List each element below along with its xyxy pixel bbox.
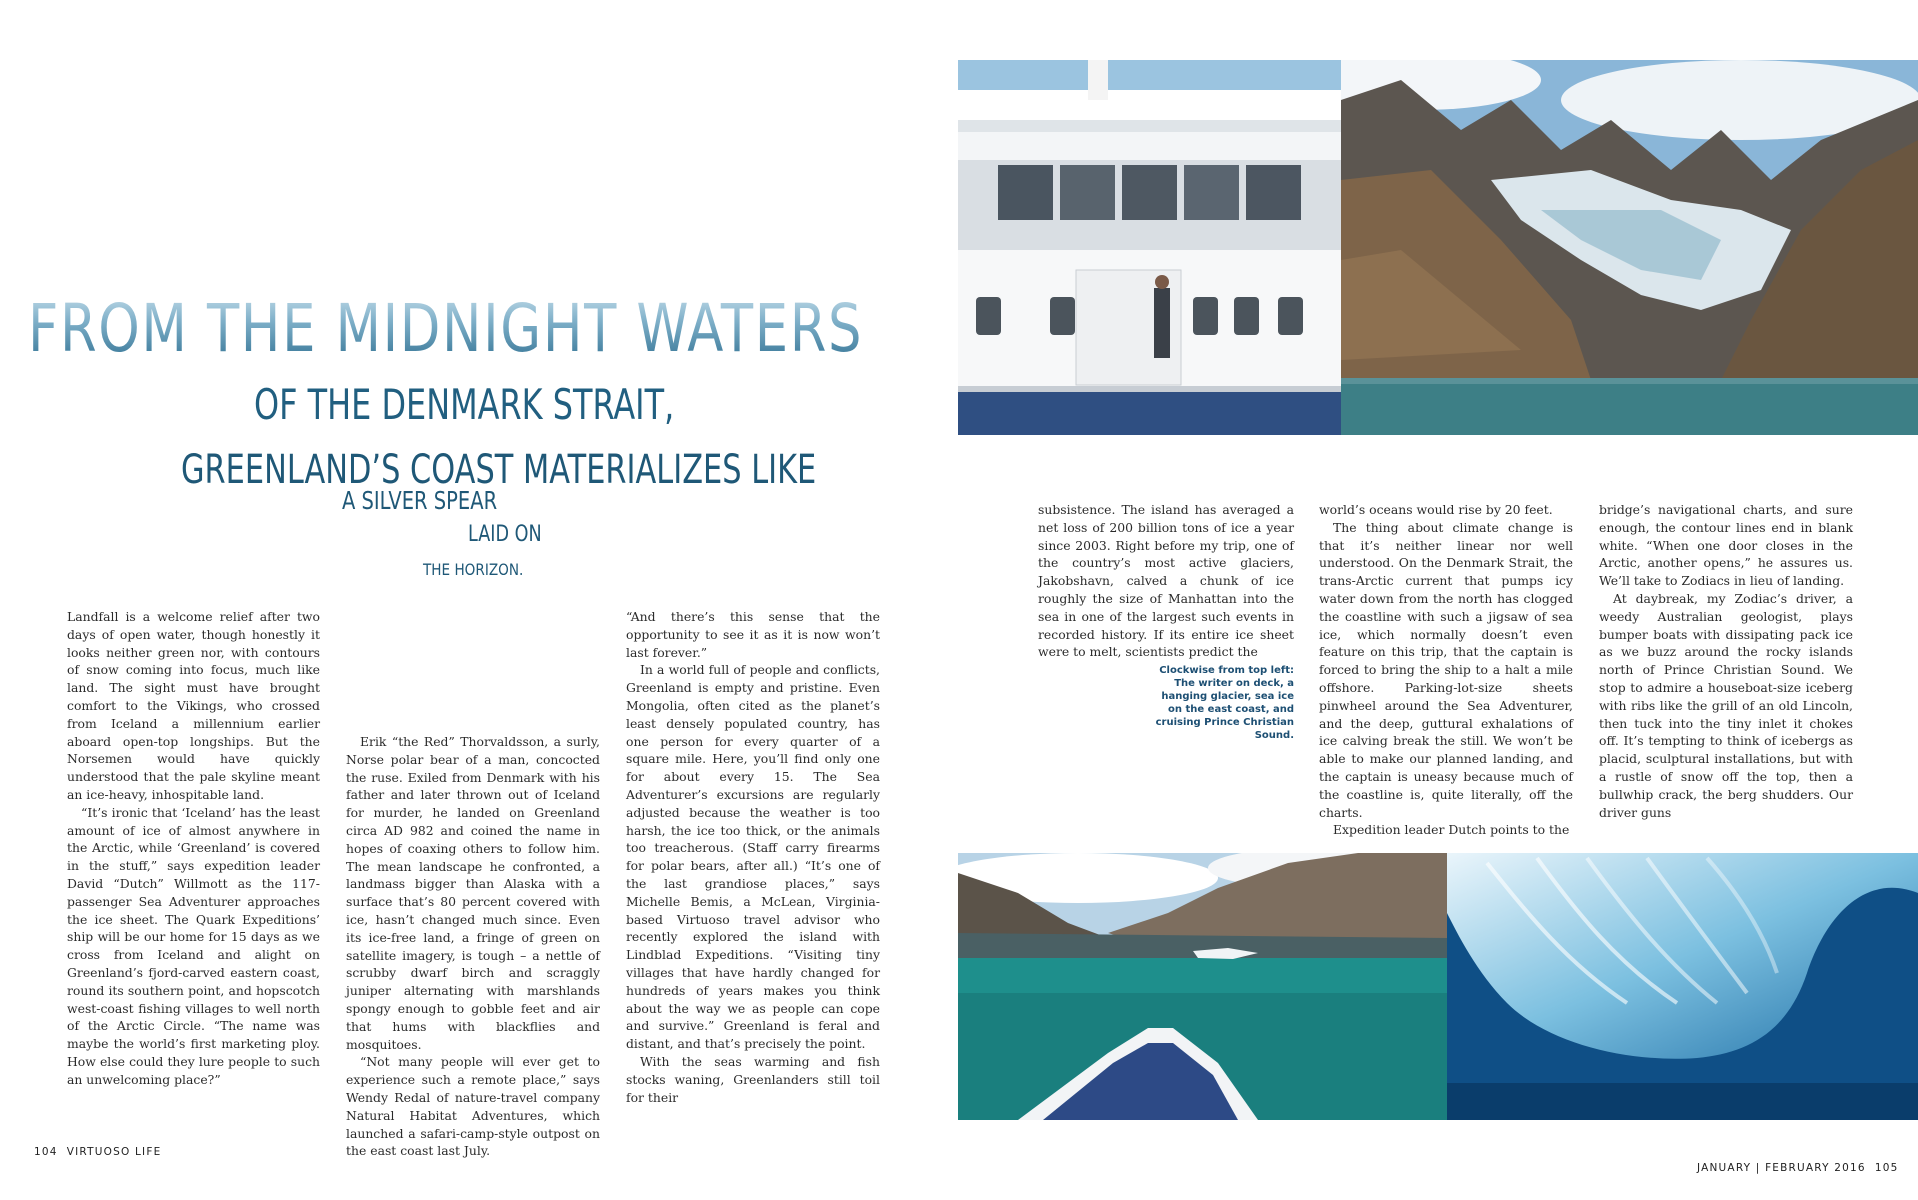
photo-cruising-sound: [958, 853, 1447, 1120]
paragraph: Expedition leader Dutch points to the: [1333, 822, 1570, 838]
headline-line-1: FROM THE MIDNIGHT WATERS: [28, 290, 864, 367]
paragraph: At daybreak, my Zodiac’s driver, a weedy Australian geologist, plays bumper boats with dissipating pack ice as we buzz around the rocky islands north of Prince Christian Sound. We stop to admire a houseboat-size iceberg with ribs like the grill of an old Lincoln, then tuck into the tiny inlet it chokes off. It’s tempting to think of icebergs as placid, sculptural installations, but with a rustle of snow off the top, then a bullwhip crack, the berg shudders. Our driver guns: [1599, 590, 1853, 820]
paragraph: With the seas warming and fish stocks waning, Greenlanders still toil for their: [626, 1053, 880, 1105]
paragraph: Erik “the Red” Thorvaldsson, a surly, Norse polar bear of a man, concocted the ruse. Exiled from Denmark with his father and later thrown out of Iceland for murder, he landed on Greenland circa AD 982 and coined the name in hopes of coaxing others to follow him. The mean landscape he confronted, a landmass bigger than Alaska with a surface that’s 80 percent covered with ice, hasn’t changed much since. Even its ice-free land, a fringe of green on satellite imagery, is tough – a nettle of scrubby dwarf birch and scraggly juniper alternating with marshlands spongy enough to gobble feet and air that hums with blackflies and mosquitoes.: [346, 734, 600, 1052]
paragraph: Landfall is a welcome relief after two days of open water, though honestly it looks neither green nor, with contours of snow coming into focus, much like land. The sight must have brought comfort to the Vikings, who crossed from Iceland a millennium earlier aboard open-top longships. But the Norsemen would have quickly understood that the pale skyline meant an ice-heavy, inhospitable land.: [67, 609, 320, 802]
body-column-5: [1319, 501, 1573, 839]
body-column-4: [1038, 501, 1294, 661]
paragraph: “And there’s this sense that the opportunity to see it as it is now won’t last forever.”: [626, 609, 880, 660]
paragraph: bridge’s navigational charts, and sure enough, the contour lines end in blank white. “When one door closes in the Arctic, another opens,” he assures us. We’ll take to Zodiacs in lieu of landing.: [1599, 502, 1853, 589]
photo-writer-on-deck: [958, 60, 1341, 435]
folio-right-number: 105: [1874, 1162, 1899, 1174]
body-column-2: [346, 733, 600, 1160]
headline-line-5: LAID ON: [468, 522, 542, 547]
paragraph: subsistence. The island has averaged a net loss of 200 billion tons of ice a year since 2003. Right before my trip, one of the country’s most active glaciers, Jakobshavn, calved a chunk of ice roughly the size of Manhattan into the sea in one of the largest such events in recorded history. If its entire ice sheet were to melt, scientists predict the: [1038, 502, 1294, 660]
photo-caption: Clockwise from top left: The writer on deck, a hanging glacier, sea ice on the east coast, and cruising Prince Christian Sound.: [1155, 665, 1294, 741]
folio-left-number: 104: [34, 1146, 58, 1158]
folio-right-issue: JANUARY | FEBRUARY 2016: [1697, 1162, 1866, 1174]
headline-line-4: A SILVER SPEAR: [342, 486, 498, 515]
headline-line-6: THE HORIZON.: [423, 560, 524, 579]
paragraph: “Not many people will ever get to experience such a remote place,” says Wendy Redal of nature-travel company Natural Habitat Adventures, which launched a safari-camp-style outpost on the east coast last July.: [346, 1054, 600, 1159]
folio-left-title: VIRTUOSO LIFE: [66, 1146, 162, 1158]
headline-line-3: GREENLAND’S COAST MATERIALIZES LIKE: [181, 447, 817, 493]
body-column-1: [67, 608, 320, 1089]
paragraph: In a world full of people and conflicts, Greenland is empty and pristine. Even Mongolia, often cited as the planet’s least densely populated country, has one person for every quarter of a square mile. Here, you’ll find only one for about every 15. The Sea Adventurer’s excursions are regularly adjusted because the weather is too harsh, the ice too thick, or the animals too treacherous. (Staff carry firearms for polar bears, after all.) “It’s one of the last grandiose places,” says Michelle Bemis, a McLean, Virginia-based Virtuoso travel advisor who recently explored the island with Lindblad Expeditions. “Visiting tiny villages that have hardly changed for hundreds of years makes you think about the way we as people can cope and survive.” Greenland is feral and distant, and that’s precisely the point.: [626, 662, 880, 1052]
body-column-6: [1599, 501, 1853, 821]
headline-line-2: OF THE DENMARK STRAIT,: [254, 380, 675, 429]
paragraph: world’s oceans would rise by 20 feet.: [1319, 502, 1553, 517]
body-column-3: [626, 608, 880, 1106]
paragraph: The thing about climate change is that it’s neither linear nor well understood. On the Denmark Strait, the trans-Arctic current that pumps icy water down from the north has clogged the coastline with such a jigsaw of sea ice, which normally doesn’t even feature on this trip, that the captain is forced to bring the ship to a halt a mile offshore. Parking-lot-size sheets pinwheel around the Sea Adventurer, and the deep, guttural exhalations of ice calving break the still. We won’t be able to make our planned landing, and the captain is uneasy because much of the coastline is, quite literally, off the charts.: [1319, 519, 1573, 820]
paragraph: “It’s ironic that ‘Iceland’ has the least amount of ice of almost anywhere in the Arctic, while ‘Greenland’ is covered in the stuff,” says expedition leader David “Dutch” Willmott as the 117-passenger Sea Adventurer approaches the ice sheet. The Quark Expeditions’ ship will be our home for 15 days as we cross from Iceland and alight on Greenland’s fjord-carved eastern coast, round its southern point, and hopscotch west-coast fishing villages to well north of the Arctic Circle. “The name was maybe the world’s first marketing ploy. How else could they lure people to such an unwelcoming place?”: [67, 804, 320, 1087]
photo-hanging-glacier: [1341, 60, 1918, 435]
page-number-left: [34, 1146, 161, 1158]
photo-sea-ice: [1447, 853, 1918, 1120]
page-number-right: [1697, 1162, 1899, 1174]
